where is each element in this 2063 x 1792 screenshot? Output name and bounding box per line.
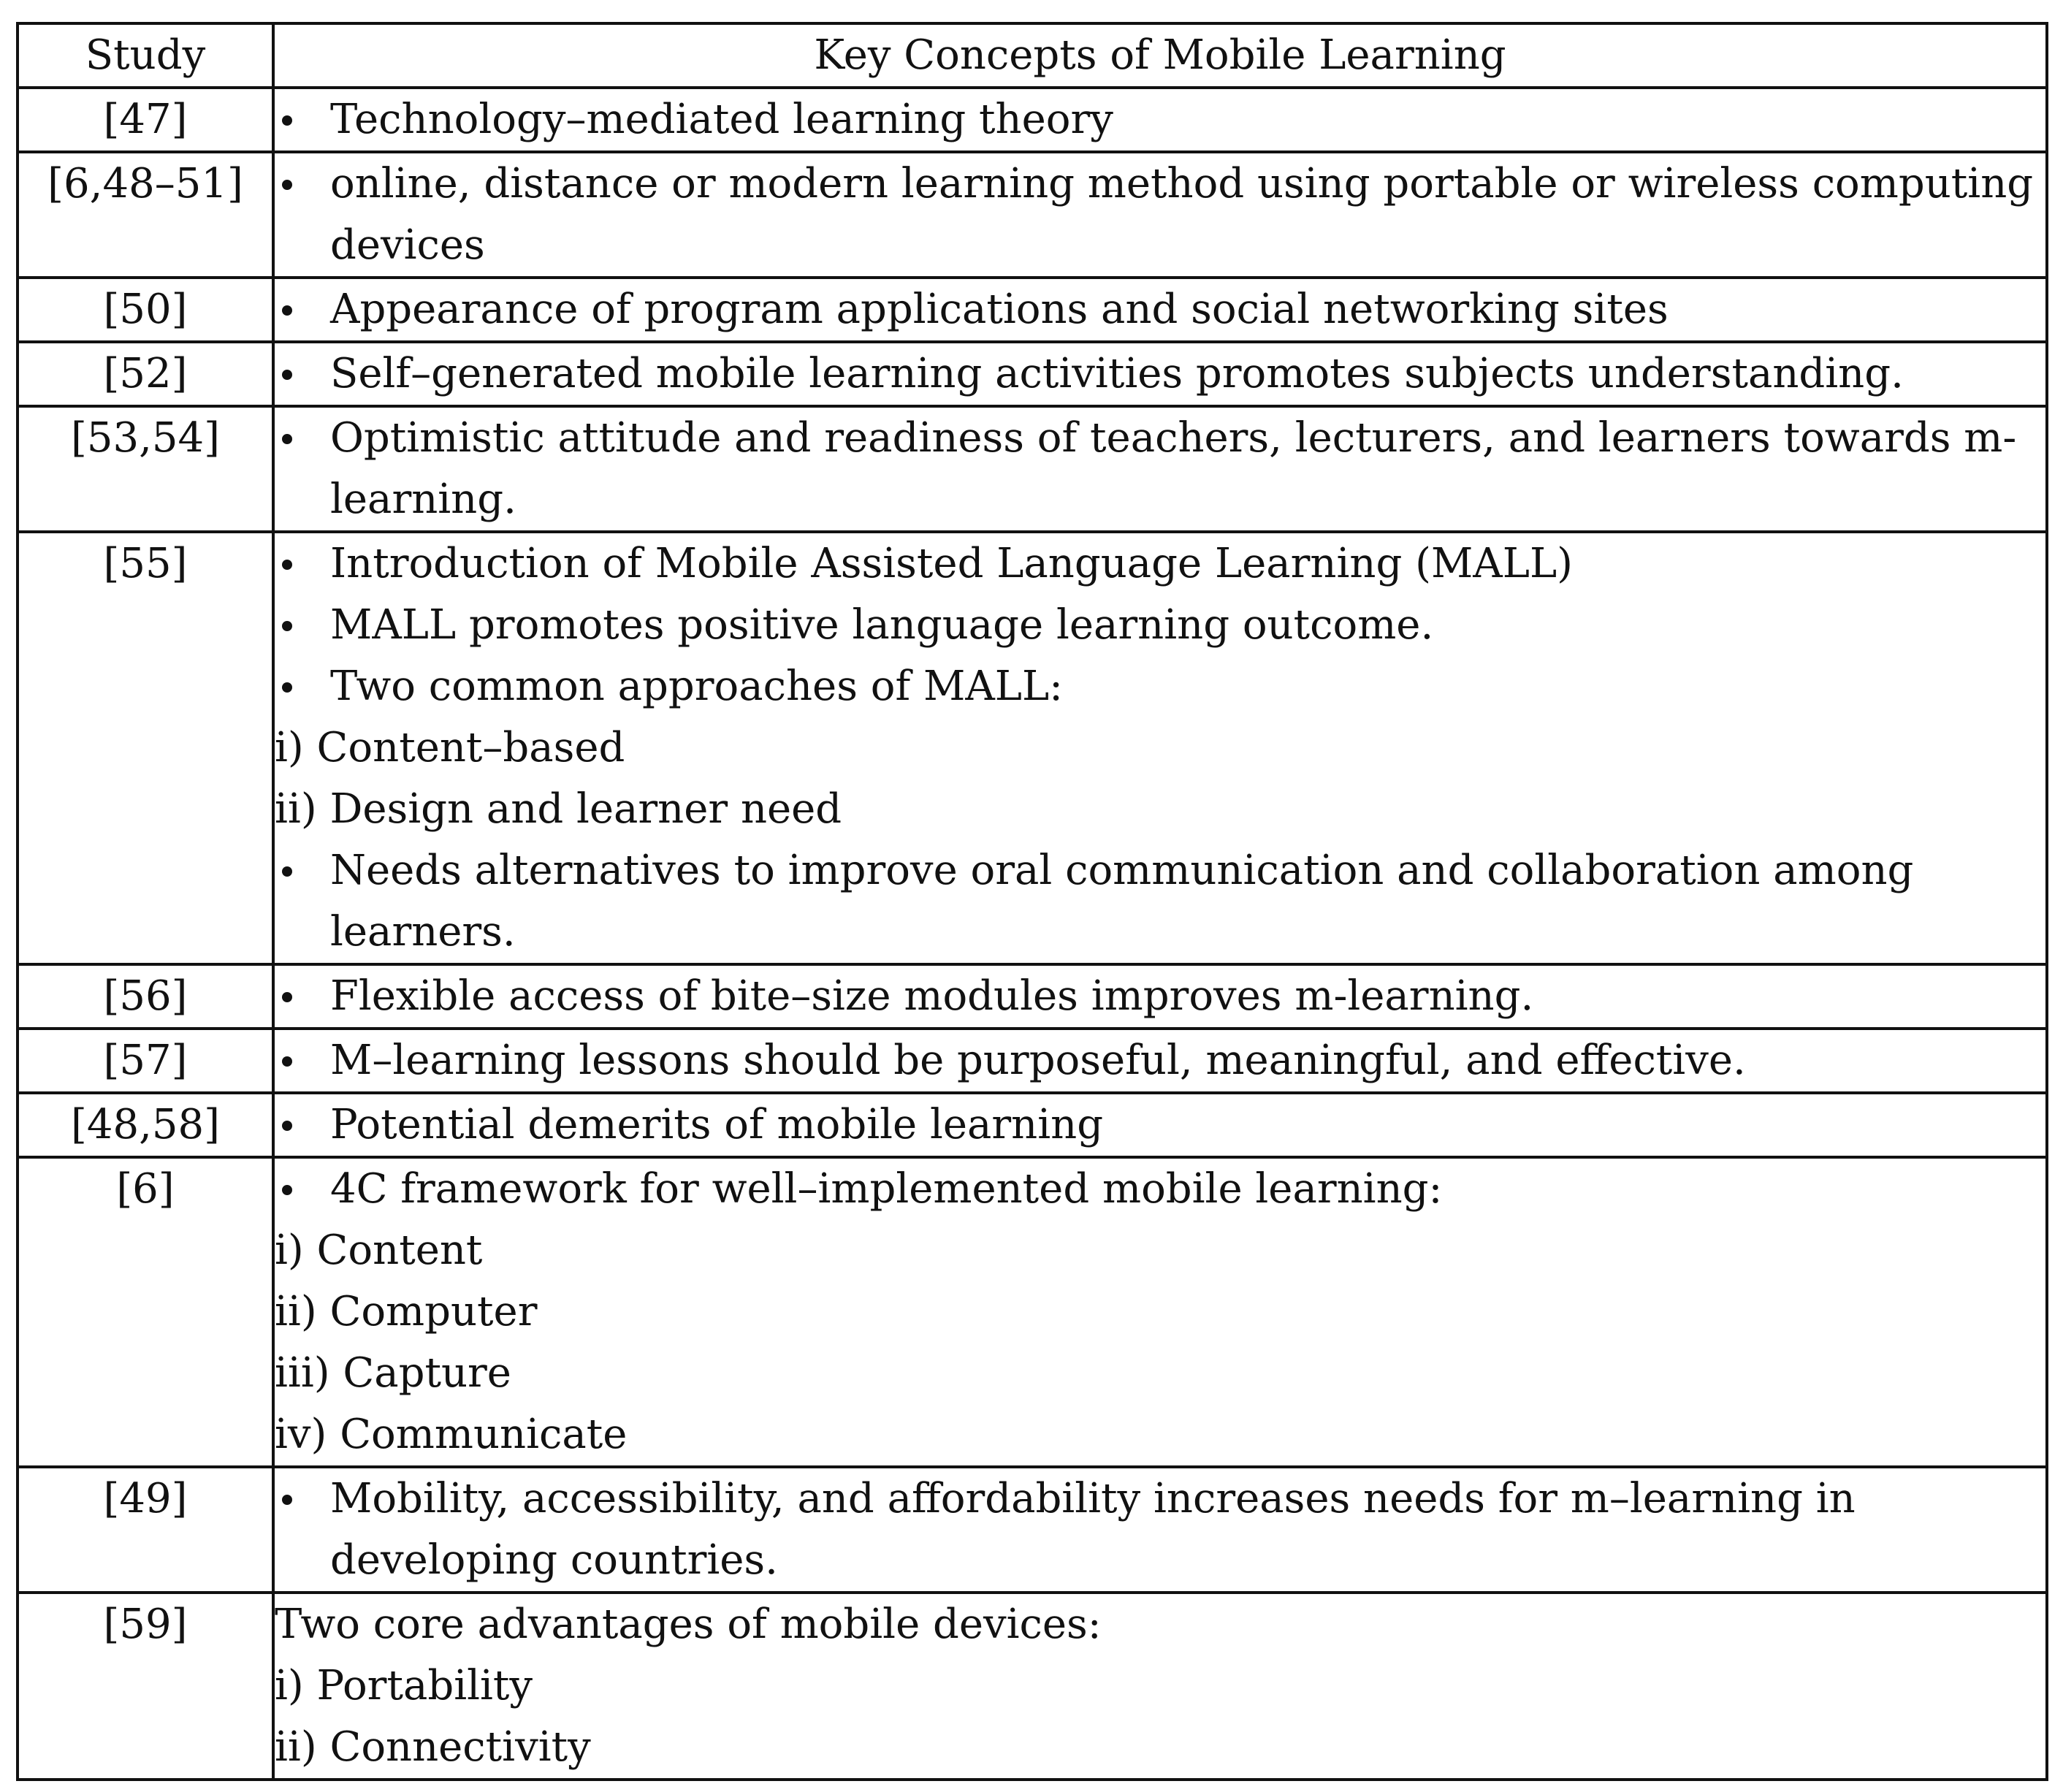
concept-text: M–learning lessons should be purposeful, meaningful, and effective. <box>330 1037 1746 1084</box>
key-concepts-cell <box>273 88 2047 152</box>
bullet-item <box>275 656 2045 717</box>
concept-text: Needs alternatives to improve oral communication and collaboration among learners. <box>330 847 1914 956</box>
key-concepts-cell <box>273 342 2047 406</box>
list-item <box>275 779 2045 840</box>
list-item <box>275 1343 2045 1404</box>
concept-text: i) Content–based <box>275 724 625 771</box>
bullet-item <box>275 966 2045 1027</box>
list-item <box>275 717 2045 779</box>
key-concepts-cell <box>273 1593 2047 1780</box>
table-row <box>18 152 2047 278</box>
bullet-item <box>275 1159 2045 1220</box>
key-concepts-cell <box>273 1467 2047 1593</box>
bullet-icon <box>275 1468 330 1530</box>
list-item <box>275 1655 2045 1717</box>
concept-text: iii) Capture <box>275 1349 511 1397</box>
bullet-item <box>275 1094 2045 1156</box>
key-concepts-cell <box>273 406 2047 532</box>
list-item <box>275 1717 2045 1778</box>
key-concepts-cell <box>273 1029 2047 1093</box>
study-citation: [48,58] <box>18 1093 273 1157</box>
study-citation: [50] <box>18 278 273 342</box>
concept-text: ii) Connectivity <box>275 1723 591 1771</box>
mobile-learning-concepts-table <box>16 22 2048 1781</box>
list-item <box>275 1281 2045 1343</box>
concept-text: Optimistic attitude and readiness of teachers, lecturers, and learners towards m-learning. <box>330 414 2017 523</box>
study-citation: [56] <box>18 964 273 1029</box>
concept-text: MALL promotes positive language learning outcome. <box>330 601 1434 649</box>
table-row <box>18 532 2047 964</box>
study-citation: [6,48–51] <box>18 152 273 278</box>
concept-text: i) Content <box>275 1227 483 1274</box>
concept-text: online, distance or modern learning method using portable or wireless computing devices <box>330 160 2034 269</box>
table-header-row <box>18 23 2047 88</box>
bullet-item <box>275 595 2045 656</box>
bullet-icon <box>275 153 330 215</box>
table-row <box>18 1093 2047 1157</box>
bullet-icon <box>275 595 330 656</box>
concept-text: Self–generated mobile learning activities promotes subjects understanding. <box>330 350 1904 397</box>
concept-text: Flexible access of bite–size modules improves m-learning. <box>330 972 1534 1020</box>
bullet-icon <box>275 408 330 469</box>
key-concepts-cell <box>273 1157 2047 1467</box>
bullet-icon <box>275 343 330 405</box>
bullet-icon <box>275 533 330 595</box>
bullet-icon <box>275 1030 330 1091</box>
list-item <box>275 1404 2045 1465</box>
study-citation: [53,54] <box>18 406 273 532</box>
list-item <box>275 1220 2045 1281</box>
bullet-icon <box>275 1094 330 1156</box>
table-row <box>18 964 2047 1029</box>
bullet-icon <box>275 1159 330 1220</box>
bullet-icon <box>275 279 330 340</box>
bullet-icon <box>275 656 330 717</box>
bullet-item <box>275 343 2045 405</box>
concept-text: 4C framework for well–implemented mobile learning: <box>330 1165 1443 1213</box>
key-concepts-cell <box>273 532 2047 964</box>
key-concepts-cell <box>273 278 2047 342</box>
study-citation: [52] <box>18 342 273 406</box>
bullet-icon <box>275 840 330 901</box>
bullet-icon <box>275 966 330 1027</box>
key-concepts-cell <box>273 1093 2047 1157</box>
concept-text: Appearance of program applications and social networking sites <box>330 286 1669 333</box>
study-citation: [49] <box>18 1467 273 1593</box>
concept-text: Introduction of Mobile Assisted Language Learning (MALL) <box>330 540 1573 587</box>
study-citation: [59] <box>18 1593 273 1780</box>
table-row <box>18 406 2047 532</box>
table-body <box>18 88 2047 1780</box>
bullet-item <box>275 153 2045 276</box>
bullet-item <box>275 279 2045 340</box>
list-item <box>275 1594 2045 1655</box>
table-row <box>18 1467 2047 1593</box>
header-study: Study <box>18 23 273 88</box>
bullet-item <box>275 408 2045 530</box>
bullet-item <box>275 1468 2045 1591</box>
concept-text: iv) Communicate <box>275 1411 628 1458</box>
table-row <box>18 278 2047 342</box>
concept-text: i) Portability <box>275 1662 533 1709</box>
study-citation: [55] <box>18 532 273 964</box>
concept-text: Mobility, accessibility, and affordability increases needs for m–learning in developing countries. <box>330 1475 1856 1584</box>
concept-text: Potential demerits of mobile learning <box>330 1101 1104 1148</box>
table-row <box>18 88 2047 152</box>
study-citation: [47] <box>18 88 273 152</box>
bullet-item <box>275 533 2045 595</box>
table-row <box>18 1157 2047 1467</box>
concept-text: Two common approaches of MALL: <box>330 663 1063 710</box>
bullet-icon <box>275 89 330 150</box>
table-row <box>18 1593 2047 1780</box>
bullet-item <box>275 1030 2045 1091</box>
concept-text: ii) Computer <box>275 1288 538 1335</box>
key-concepts-cell <box>273 964 2047 1029</box>
table-row <box>18 342 2047 406</box>
table-row <box>18 1029 2047 1093</box>
key-concepts-cell <box>273 152 2047 278</box>
header-key-concepts: Key Concepts of Mobile Learning <box>273 23 2047 88</box>
study-citation: [6] <box>18 1157 273 1467</box>
concept-text: Two core advantages of mobile devices: <box>275 1601 1102 1648</box>
bullet-item <box>275 89 2045 150</box>
study-citation: [57] <box>18 1029 273 1093</box>
concept-text: Technology–mediated learning theory <box>330 96 1113 143</box>
concept-text: ii) Design and learner need <box>275 785 842 833</box>
bullet-item <box>275 840 2045 963</box>
